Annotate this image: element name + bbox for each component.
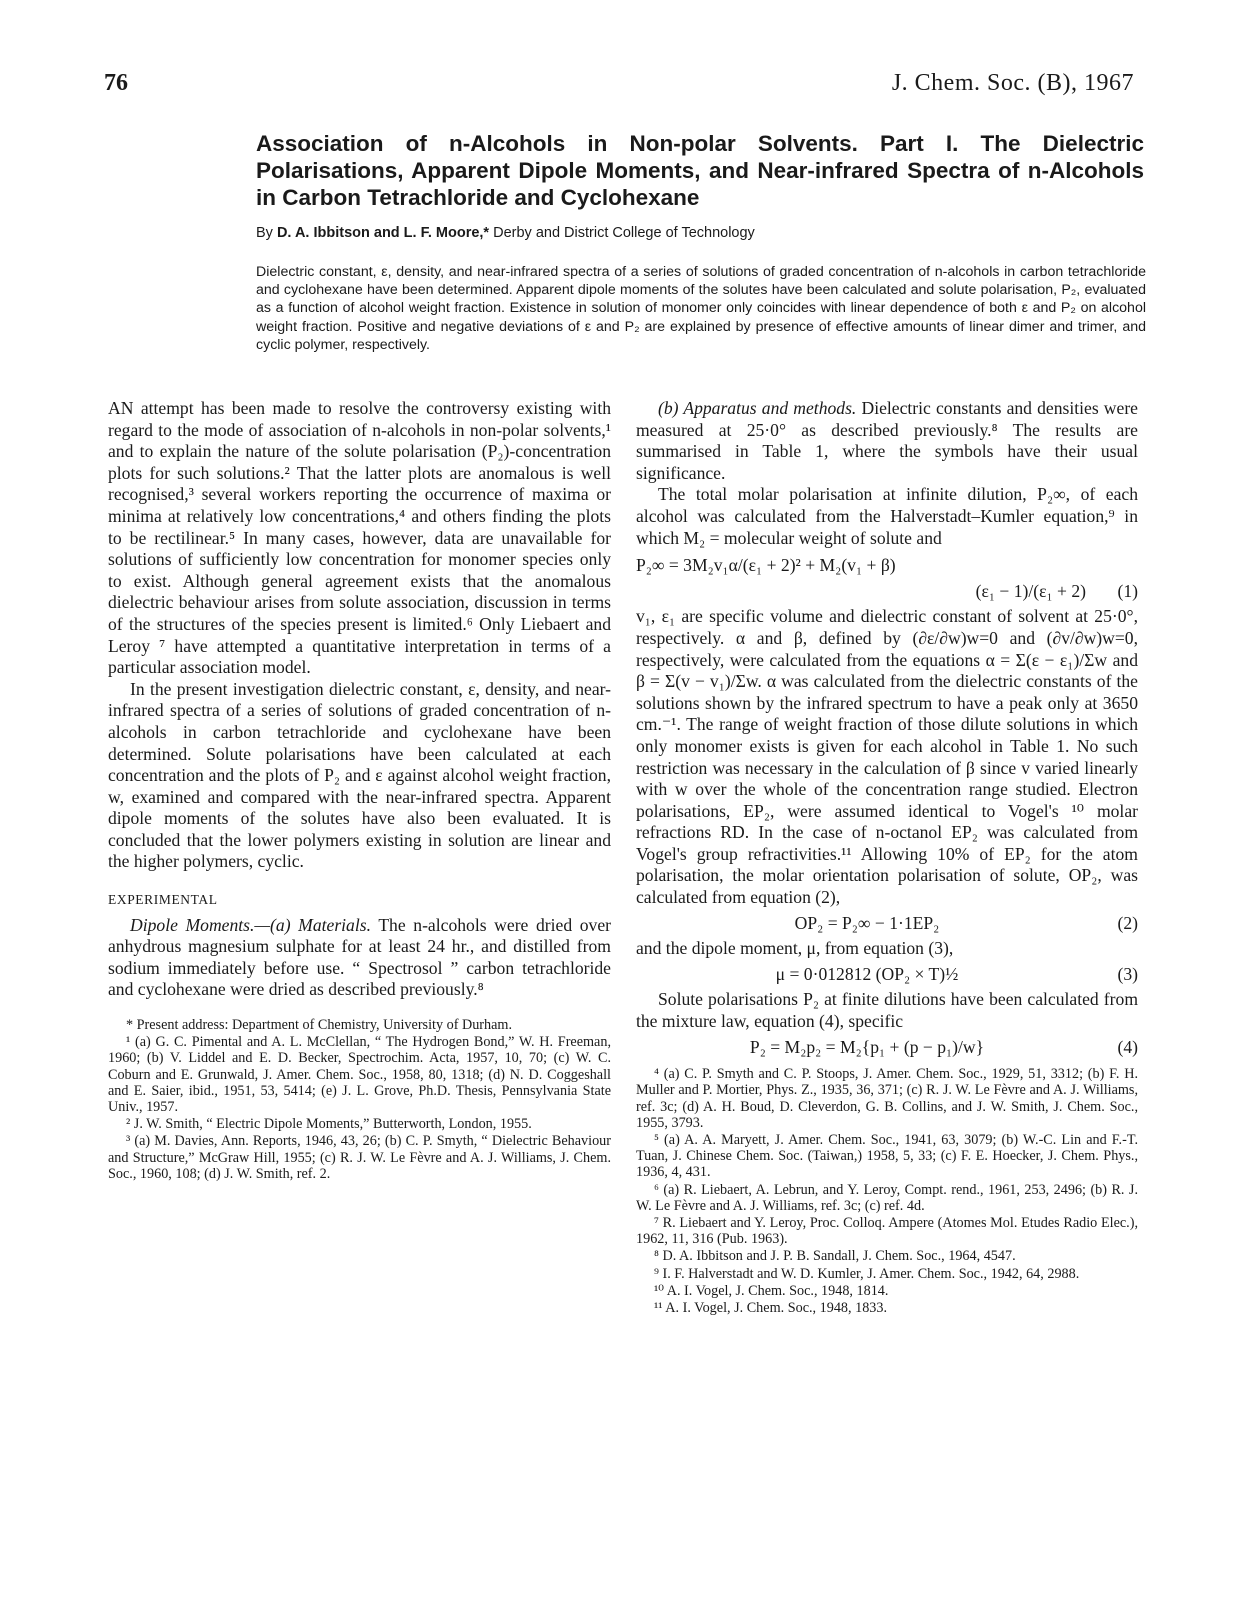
right-column — [636, 398, 1138, 1317]
abstract: Dielectric constant, ε, density, and near-infrared spectra of a series of solutions of graded concentration of n-alcohols in carbon tetrachloride and cyclohexane have been determined. Apparent dipole moments of the solutes have been calculated and solute polarisation, P₂, evaluated as a function of alcohol weight fraction. Existence in solution of monomer only coincides with linear dependence of both ε and P₂ on alcohol weight fraction. Positive and negative deviations of ε and P₂ are explained by presence of effective amounts of linear dimer and trimer, and cyclic polymer, respectively. — [256, 264, 1146, 353]
authors: D. A. Ibbitson and L. F. Moore,* — [276, 225, 490, 241]
equation-4-text: P₂ = M₂p₂ = M₂{p₁ + (p − p₁)/w} — [749, 1036, 985, 1057]
footnotes-left — [108, 1017, 611, 1182]
equation-1-denominator: (ε₁ − 1)/(ε₁ + 2) — [975, 580, 1086, 601]
equation-2 — [636, 913, 1138, 935]
equation-3-text: μ = 0·012812 (OP₂ × T)½ — [775, 963, 959, 984]
affiliation: Derby and District College of Technology — [493, 225, 755, 241]
equation-1-text: P₂∞ = 3M₂v₁α/(ε₁ + 2)² + M₂(v₁ + β) — [636, 555, 896, 576]
equation-1-line-2 — [636, 581, 1138, 603]
materials-text: The n-alcohols were dried over anhydrous magnesium sulphate for at least 24 hr., and distilled from sodium immediately before use. “ Spectrosol ” carbon tetrachloride and cyclohexane were dried as described previously.⁸ — [108, 914, 612, 1000]
article-title: Association of n-Alcohols in Non-polar Solvents. Part I. The Dielectric Polarisations, Apparent Dipole Moments, and Near-infrared Spectra of n-Alcohols in Carbon Tetrachloride and Cyclohexane — [256, 131, 1144, 210]
byline — [256, 225, 755, 241]
page-number: 76 — [104, 70, 128, 96]
byline-prefix: By — [256, 225, 273, 241]
apparatus-title: (b) Apparatus and methods. — [658, 398, 857, 418]
footnote: ¹¹ A. I. Vogel, J. Chem. Soc., 1948, 1833. — [654, 1300, 888, 1317]
footnote: ¹ (a) G. C. Pimental and A. L. McClellan, “ The Hydrogen Bond,” W. H. Freeman, 1960; (b) V. Liddel and E. D. Becker, Spectrochim. Acta, 1957, 10, 70; (c) W. C. Coburn and E. Grunwald, J. Amer. Chem. Soc., 1958, 80, 1318; (d) N. D. Coggeshall and E. Saier, ibid., 1951, 53, 5414; (e) J. L. Grove, Ph.D. Thesis, Pennsylvania State Univ., 1957. — [108, 1034, 611, 1116]
intro-paragraph-1: AN attempt has been made to resolve the controversy existing with regard to the mode of association of n-alcohols in non-polar solvents,¹ and to explain the nature of the solute polarisation (P₂)-concentration plots for such solutions.² That the latter plots are anomalous is well recognised,³ several workers reporting the occurrence of maxima or minima at relatively low concentrations,⁴ and others finding the plots to be rectilinear.⁵ In many cases, however, data are unavailable for solutions of sufficiently low concentration for monomer species only to exist. Although general agreement exists that the anomalous dielectric behaviour arises from solute association, discussion in terms of the structures of the species present is limited.⁶ Only Liebaert and Leroy ⁷ have attempted a quantitative interpretation in terms of a particular association model. — [108, 398, 611, 678]
dipole-paragraph: and the dipole moment, μ, from equation (3), — [636, 938, 954, 959]
equation-3-number: (3) — [1117, 963, 1138, 984]
footnote: ⁴ (a) C. P. Smyth and C. P. Stoops, J. Amer. Chem. Soc., 1929, 51, 3312; (b) F. H. Muller and P. Mortier, Phys. Z., 1935, 36, 371; (c) R. J. W. Le Fèvre and A. J. Williams, ref. 3c; (d) A. H. Boud, D. Cleverdon, G. B. Collins, and J. W. Smith, J. Chem. Soc., 1955, 3793. — [636, 1066, 1138, 1131]
equation-1-line-1 — [636, 555, 1138, 577]
equation-3 — [636, 964, 1138, 986]
experimental-heading: EXPERIMENTAL — [108, 892, 218, 908]
footnote: ¹⁰ A. I. Vogel, J. Chem. Soc., 1948, 1814. — [654, 1282, 889, 1299]
footnote: ³ (a) M. Davies, Ann. Reports, 1946, 43, 26; (b) C. P. Smyth, “ Dielectric Behaviour and Structure,” McGraw Hill, 1955; (c) R. J. W. Le Fèvre and A. J. Williams, J. Chem. Soc., 1960, 108; (d) J. W. Smith, ref. 2. — [108, 1133, 611, 1182]
solute-paragraph: Solute polarisations P₂ at finite dilutions have been calculated from the mixture law, equation (4), specific — [636, 989, 1138, 1032]
footnote: ² J. W. Smith, “ Electric Dipole Moments,” Butterworth, London, 1955. — [126, 1116, 532, 1133]
footnote: ⁶ (a) R. Liebaert, A. Lebrun, and Y. Leroy, Compt. rend., 1961, 253, 2496; (b) R. J. W. Le Fèvre and A. J. Williams, ref. 3c; (c) ref. 4d. — [636, 1181, 1138, 1214]
footnote: ⁵ (a) A. A. Maryett, J. Amer. Chem. Soc., 1941, 63, 3079; (b) W.-C. Lin and F.-T. Tuan, J. Chinese Chem. Soc. (Taiwan,) 1958, 5, 33; (c) F. E. Hoecker, J. Chem. Phys., 1936, 4, 431. — [636, 1132, 1138, 1181]
left-column — [108, 398, 611, 1183]
footnotes-right — [636, 1066, 1138, 1316]
footnote: ⁷ R. Liebaert and Y. Leroy, Proc. Colloq. Ampere (Atomes Mol. Etudes Radio Elec.), 1962, 11, 316 (Pub. 1963). — [636, 1215, 1138, 1248]
materials-title: Dipole Moments.—(a) Materials. — [130, 914, 371, 935]
footnote: ⁹ I. F. Halverstadt and W. D. Kumler, J. Amer. Chem. Soc., 1942, 64, 2988. — [654, 1265, 1080, 1282]
apparatus-paragraph — [636, 398, 1138, 484]
footnote: ⁸ D. A. Ibbitson and J. P. B. Sandall, J. Chem. Soc., 1964, 4547. — [654, 1248, 1016, 1265]
materials-paragraph — [108, 915, 611, 1001]
journal-citation: J. Chem. Soc. (B), 1967 — [891, 70, 1134, 96]
equation-1-number: (1) — [1117, 580, 1138, 601]
intro-paragraph-2: In the present investigation dielectric constant, ε, density, and near-infrared spectra of a series of solutions of graded concentration of n-alcohols in carbon tetrachloride and cyclohexane have been determined. Solute polarisations have been calculated at each concentration and the plots of P₂ and ε against alcohol weight fraction, w, examined and compared with the near-infrared spectra. Apparent dipole moments of the solutes have also been evaluated. It is concluded that the lower polymers existing in solution are linear and the higher polymers, cyclic. — [108, 678, 611, 872]
equation-2-number: (2) — [1117, 912, 1138, 933]
equation-4 — [636, 1037, 1138, 1059]
footnote: * Present address: Department of Chemistry, University of Durham. — [126, 1017, 512, 1034]
equation-4-number: (4) — [1117, 1036, 1138, 1057]
equation-2-text: OP₂ = P₂∞ − 1·1EP₂ — [794, 912, 940, 933]
v1-paragraph: v₁, ε₁ are specific volume and dielectric constant of solvent at 25·0°, respectively. α and β, defined by (∂ε/∂w)w=0 and (∂v/∂w)w=0, respectively, were calculated from the equations α = Σ(ε − ε₁)/Σw and β = Σ(v − v₁)/Σw. α was calculated from the dielectric constants of the solutions shown by the infrared spectrum to have a peak only at 3650 cm.⁻¹. The range of weight fraction of those dilute solutions in which only monomer exists is given for each alcohol in Table 1. No such restriction was necessary in the calculation of β since v varied linearly with w over the whole of the concentration range studied. Electron polarisations, EP₂, were assumed identical to Vogel's ¹⁰ molar refractions RD. In the case of n-octanol EP₂ was calculated from Vogel's group refractivities.¹¹ Allowing 10% of EP₂ for the atom polarisation, the molar orientation polarisation of solute, OP₂, was calculated from equation (2), — [636, 606, 1138, 908]
total-polarisation-paragraph: The total molar polarisation at infinite dilution, P₂∞, of each alcohol was calculated from the Halverstadt–Kumler equation,⁹ in which M₂ = molecular weight of solute and — [636, 484, 1138, 548]
apparatus-text: Dielectric constants and densities were measured at 25·0° as described previously.⁸ The results are summarised in Table 1, where the symbols have their usual significance. — [636, 398, 1138, 483]
